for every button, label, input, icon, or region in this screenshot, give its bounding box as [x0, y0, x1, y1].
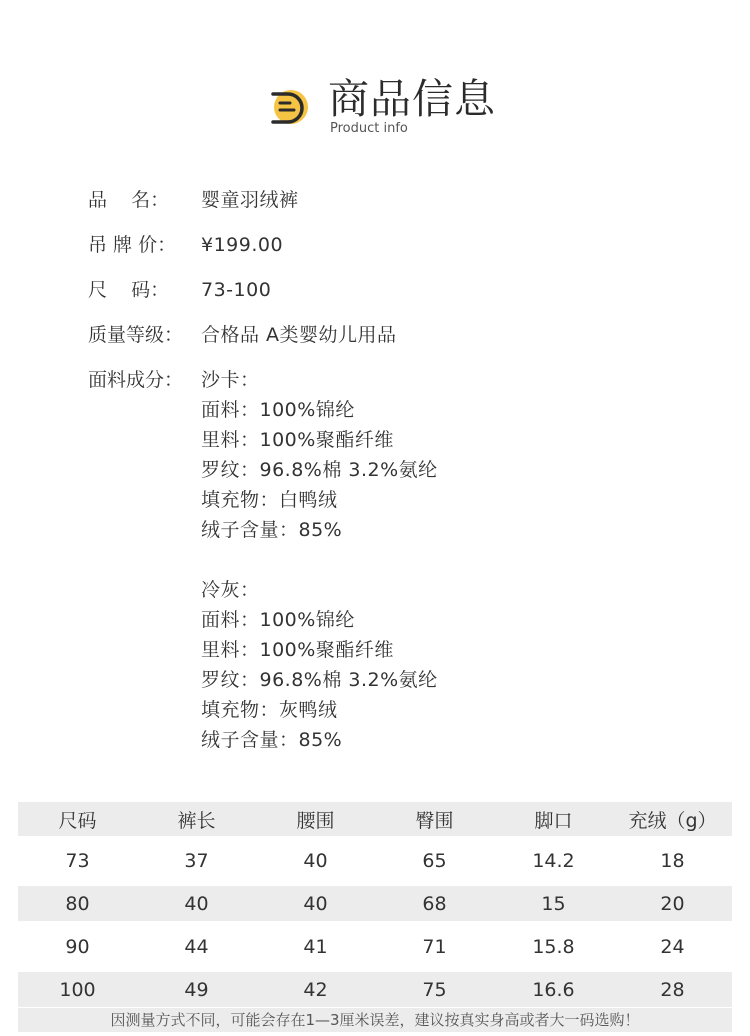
- info-value: 合格品 A类婴幼儿用品: [201, 324, 397, 346]
- info-label: 尺 码：: [88, 279, 170, 301]
- info-label: 吊 牌 价：: [88, 234, 177, 256]
- composition-line: 里料：100%聚酯纤维: [201, 429, 394, 451]
- table-cell: 90: [65, 935, 90, 958]
- composition-line: 里料：100%聚酯纤维: [201, 639, 394, 661]
- info-value: ¥199.00: [201, 234, 284, 256]
- size-table: [18, 802, 732, 1007]
- table-cell: 40: [184, 892, 209, 915]
- table-header-cell: 臀围: [415, 809, 454, 832]
- table-row: [18, 929, 732, 964]
- table-cell: 40: [303, 849, 328, 872]
- table-cell: 71: [422, 935, 447, 958]
- table-cell: 73: [65, 849, 90, 872]
- table-row: [18, 886, 732, 921]
- info-label: 面料成分：: [88, 369, 184, 391]
- composition-line: 面料：100%锦纶: [201, 399, 355, 421]
- section-header: [264, 74, 524, 144]
- table-cell: 65: [422, 849, 447, 872]
- table-row: [18, 843, 732, 878]
- info-row-grade: [88, 320, 688, 365]
- table-cell: 49: [184, 978, 209, 1001]
- table-cell: 18: [660, 849, 685, 872]
- table-cell: 80: [65, 892, 90, 915]
- table-cell: 37: [184, 849, 209, 872]
- composition-line: 填充物：白鸭绒: [201, 489, 338, 511]
- table-header-cell: 腰围: [296, 809, 335, 832]
- composition-lines: [201, 365, 688, 755]
- info-row-name: [88, 185, 688, 230]
- page-title: 商品信息: [328, 75, 496, 123]
- table-cell: 44: [184, 935, 209, 958]
- table-cell: 42: [303, 978, 328, 1001]
- info-value: 婴童羽绒裤: [201, 189, 299, 211]
- info-value: 73-100: [201, 279, 272, 301]
- table-cell: 41: [303, 935, 328, 958]
- info-row-composition: [88, 365, 688, 755]
- composition-line: 绒子含量：85%: [201, 729, 343, 751]
- info-label: 质量等级：: [88, 324, 184, 346]
- size-table-note: 因测量方式不同，可能会存在1—3厘米误差，建议按真实身高或者大一码选购！: [18, 1008, 732, 1032]
- document-lines-icon: [264, 86, 314, 130]
- composition-line: 冷灰：: [201, 579, 260, 601]
- table-cell: 40: [303, 892, 328, 915]
- table-cell: 68: [422, 892, 447, 915]
- composition-line: 填充物：灰鸭绒: [201, 699, 338, 721]
- table-cell: 16.6: [532, 978, 575, 1001]
- page-subtitle: Product info: [330, 121, 408, 136]
- table-cell: 75: [422, 978, 447, 1001]
- info-row-price: [88, 230, 688, 275]
- table-header-cell: 脚口: [534, 809, 573, 832]
- composition-line: 面料：100%锦纶: [201, 609, 355, 631]
- table-cell: 100: [59, 978, 96, 1001]
- table-header-cell: 充绒（g）: [628, 809, 717, 832]
- composition-line: 罗纹：96.8%棉 3.2%氨纶: [201, 669, 438, 691]
- composition-line: 罗纹：96.8%棉 3.2%氨纶: [201, 459, 438, 481]
- table-cell: 15.8: [532, 935, 575, 958]
- table-header-cell: 裤长: [177, 809, 216, 832]
- composition-line: 沙卡：: [201, 369, 260, 391]
- table-cell: 15: [541, 892, 566, 915]
- table-cell: 14.2: [532, 849, 575, 872]
- info-label: 品 名：: [88, 189, 170, 211]
- table-row: [18, 972, 732, 1007]
- table-header-cell: 尺码: [58, 809, 97, 832]
- info-row-size: [88, 275, 688, 320]
- table-header-row: [18, 802, 732, 836]
- composition-gap: [201, 545, 688, 575]
- table-cell: 20: [660, 892, 685, 915]
- table-cell: 24: [660, 935, 685, 958]
- table-cell: 28: [660, 978, 685, 1001]
- product-info: [88, 185, 688, 755]
- composition-line: 绒子含量：85%: [201, 519, 343, 541]
